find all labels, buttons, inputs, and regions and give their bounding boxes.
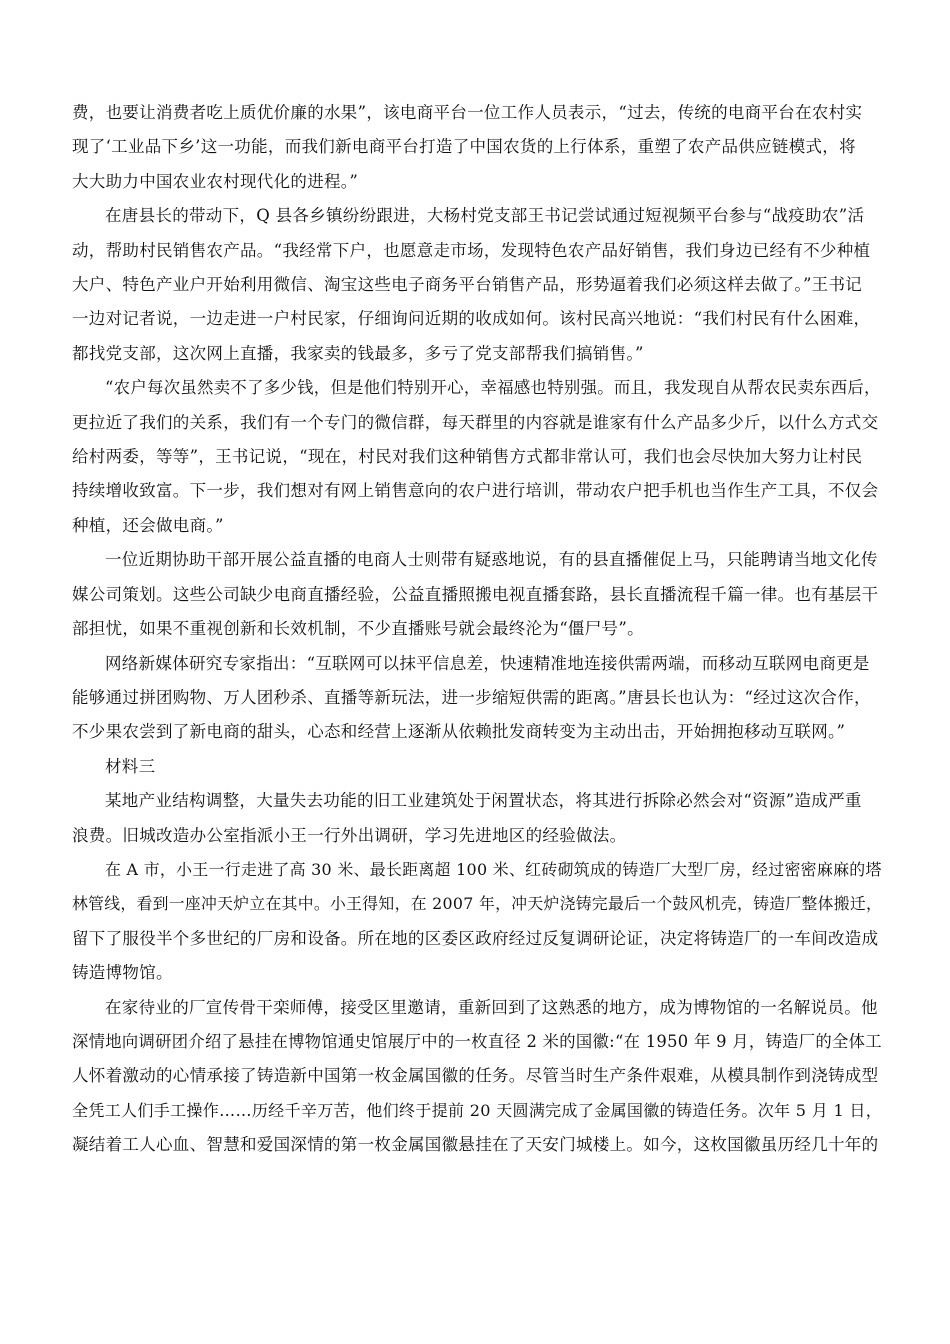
text-line: 深情地向调研团介绍了悬挂在博物馆通史馆展厅中的一枚直径 2 米的国徽:“在 1950 年 9 月，铸造厂的全体工 bbox=[72, 1031, 882, 1051]
paragraph-p3 bbox=[72, 371, 882, 543]
text-line: 林管线，看到一座冲天炉立在其中。小王得知，在 2007 年，冲天炉浇铸完最后一个鼓风机壳，铸造厂整体搬迁， bbox=[72, 894, 883, 914]
text-line: 浪费。旧城改造办公室指派小王一行外出调研，学习先进地区的经验做法。 bbox=[72, 825, 627, 845]
text-line: 不少果农尝到了新电商的甜头，心态和经营上逐渐从依赖批发商转变为主动出击，开始拥抱移动互联网。” bbox=[72, 722, 846, 742]
text-line: 更拉近了我们的关系，我们有一个专门的微信群，每天群里的内容就是谁家有什么产品多少斤，以什么方式交 bbox=[72, 412, 879, 432]
document-body bbox=[72, 96, 882, 1163]
text-line: 在唐县长的带动下，Q 县各乡镇纷纷跟进，大杨村党支部王书记尝试通过短视频平台参与“战疫助农”活 bbox=[105, 206, 865, 226]
text-line: 一边对记者说，一边走进一户村民家，仔细询问近期的收成如何。该村民高兴地说：“我们村民有什么困难， bbox=[72, 309, 871, 329]
text-line: 大大助力中国农业农村现代化的进程。” bbox=[72, 171, 359, 191]
text-line: “农户每次虽然卖不了多少钱，但是他们特别开心，幸福感也特别强。而且，我发现自从帮农民卖东西后， bbox=[105, 378, 881, 398]
paragraph-p7 bbox=[72, 784, 882, 853]
text-line: 都找党支部，这次网上直播，我家卖的钱最多，多亏了党支部帮我们搞销售。” bbox=[72, 343, 644, 363]
text-line: 铸造博物馆。 bbox=[72, 963, 173, 983]
text-line: 凝结着工人心血、智慧和爱国深情的第一枚金属国徽悬挂在了天安门城楼上。如今，这枚国徽虽历经几十年的 bbox=[72, 1135, 879, 1155]
text-line: 能够通过拼团购物、万人团秒杀、直播等新玩法，进一步缩短供需的距离。”唐县长也认为：“经过这次合作， bbox=[72, 687, 871, 707]
paragraph-p4 bbox=[72, 543, 882, 646]
text-line: 部担忧，如果不重视创新和长效机制，不少直播账号就会最终沦为“僵尸号”。 bbox=[72, 619, 644, 639]
text-line: 种植，还会做电商。” bbox=[72, 515, 224, 535]
paragraph-p6 bbox=[72, 750, 882, 784]
text-line: 媒公司策划。这些公司缺少电商直播经验，公益直播照搬电视直播套路，县长直播流程千篇一律。也有基层干 bbox=[72, 584, 879, 604]
paragraph-p9 bbox=[72, 991, 882, 1163]
text-line: 动，帮助村民销售农产品。“我经常下户，也愿意走市场，发现特色农产品好销售，我们身边已经有不少种植 bbox=[72, 240, 871, 260]
paragraph-p1 bbox=[72, 96, 882, 199]
text-line: 某地产业结构调整，大量失去功能的旧工业建筑处于闲置状态，将其进行拆除必然会对“资源”造成严重 bbox=[105, 791, 862, 811]
text-line: 在 A 市，小王一行走进了高 30 米、最长距离超 100 米、红砖砌筑成的铸造厂大型厂房，经过密密麻麻的塔 bbox=[105, 859, 882, 879]
text-line: 持续增收致富。下一步，我们想对有网上销售意向的农户进行培训，带动农户把手机也当作生产工具，不仅会 bbox=[72, 481, 879, 501]
text-line: 大户、特色产业户开始利用微信、淘宝这些电子商务平台销售产品，形势逼着我们必须这样去做了。”王书记 bbox=[72, 275, 863, 295]
text-line: 给村两委，等等”，王书记说，“现在，村民对我们这种销售方式都非常认可，我们也会尽快加大努力让村民 bbox=[72, 447, 863, 467]
paragraph-p5 bbox=[72, 647, 882, 750]
text-line: 现了‘工业品下乡’这一功能，而我们新电商平台打造了中国农货的上行体系，重塑了农产品供应链模式，将 bbox=[72, 137, 856, 157]
text-line: 网络新媒体研究专家指出：“互联网可以抹平信息差，快速精准地连接供需两端，而移动互联网电商更是 bbox=[105, 653, 870, 673]
text-line: 留下了服役半个多世纪的厂房和设备。所在地的区委区政府经过反复调研论证，决定将铸造厂的一车间改造成 bbox=[72, 928, 879, 948]
paragraph-p8 bbox=[72, 853, 882, 991]
text-line: 在家待业的厂宣传骨干栾师傅，接受区里邀请，重新回到了这熟悉的地方，成为博物馆的一名解说员。他 bbox=[105, 997, 878, 1017]
text-line: 材料三 bbox=[105, 756, 156, 776]
text-line: 一位近期协助干部开展公益直播的电商人士则带有疑惑地说，有的县直播催促上马，只能聘请当地文化传 bbox=[105, 550, 878, 570]
text-line: 费，也要让消费者吃上质优价廉的水果”，该电商平台一位工作人员表示，“过去，传统的电商平台在农村实 bbox=[72, 103, 863, 122]
paragraph-p2 bbox=[72, 199, 882, 371]
text-line: 全凭工人们手工操作……历经千辛万苦，他们终于提前 20 天圆满完成了金属国徽的铸造任务。次年 5 月 1 日， bbox=[72, 1100, 883, 1120]
text-line: 人怀着激动的心情承接了铸造新中国第一枚金属国徽的任务。尽管当时生产条件艰难，从模具制作到浇铸成型 bbox=[72, 1066, 879, 1086]
